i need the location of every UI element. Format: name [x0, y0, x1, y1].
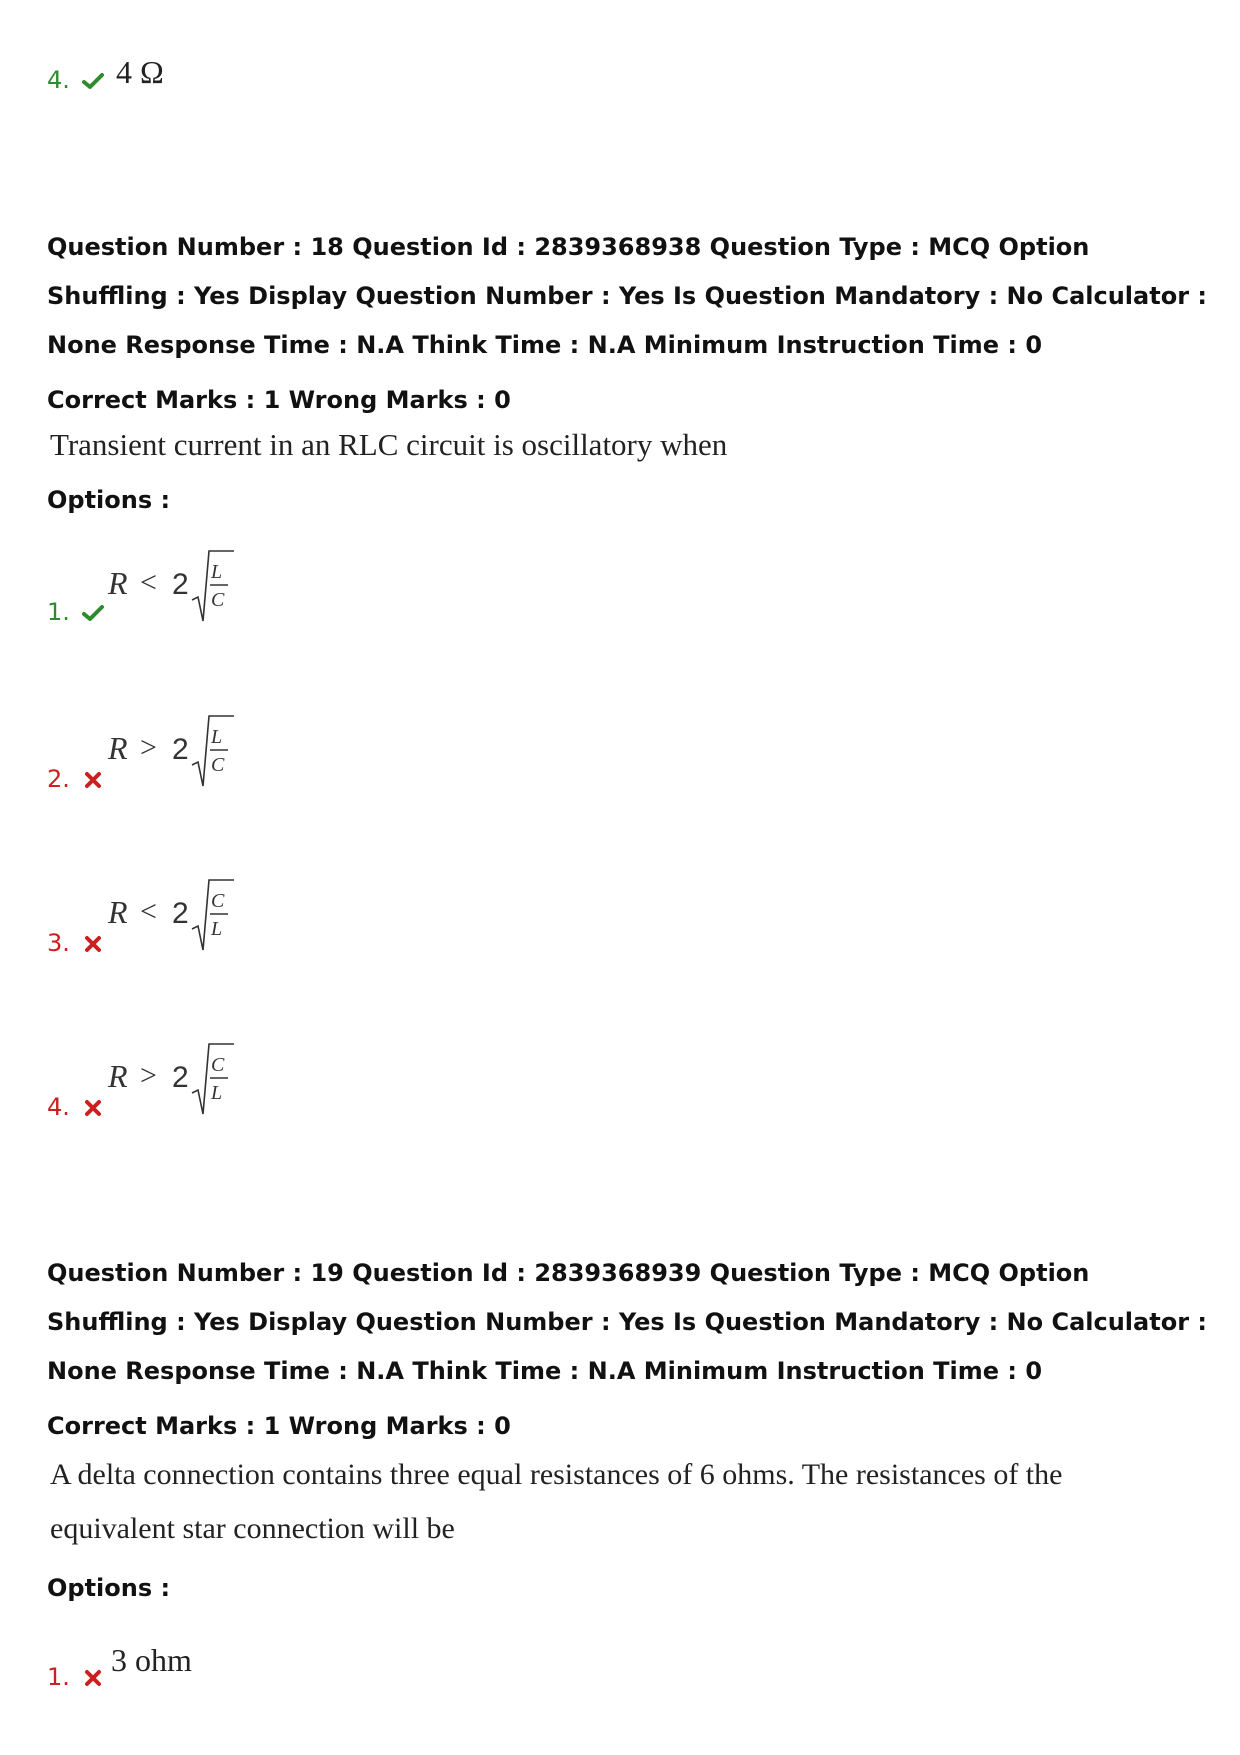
question-text-line-2: equivalent star connection will be — [50, 1512, 455, 1545]
cross-icon — [82, 1669, 104, 1687]
question-marks: Correct Marks : 1 Wrong Marks : 0 — [47, 1412, 511, 1440]
question-marks: Correct Marks : 1 Wrong Marks : 0 — [47, 386, 511, 414]
option-number: 4. — [47, 66, 70, 94]
cross-icon — [82, 935, 104, 953]
formula-operator: > — [140, 731, 157, 764]
option-text: 4 Ω — [116, 54, 164, 90]
question-text-line-1: A delta connection contains three equal resistances of 6 ohms. The resistances of the — [50, 1458, 1063, 1491]
option-row — [47, 929, 104, 957]
option-row — [47, 765, 104, 793]
fraction-denominator: L — [211, 918, 223, 940]
fraction-denominator: C — [211, 589, 225, 611]
option-text: 3 ohm — [111, 1642, 192, 1678]
formula-coefficient: 2 — [172, 1061, 189, 1094]
question-text: Transient current in an RLC circuit is oscillatory when — [50, 427, 728, 462]
formula — [106, 545, 246, 635]
formula-lhs: R — [108, 894, 128, 930]
option-row — [47, 598, 104, 626]
options-label: Options : — [47, 486, 171, 514]
fraction-denominator: C — [211, 754, 225, 776]
question-meta: Question Number : 19 Question Id : 2839368939 Question Type : MCQ Option Shuffling : Yes Display Question Number : Yes Is Question Mandatory : No Calculator : None Response Time : N.A Think Time : N.A Minimum Instruction Time : 0 — [47, 1259, 1207, 1385]
option-number: 4. — [47, 1093, 70, 1121]
check-icon — [82, 604, 104, 622]
formula-lhs: R — [108, 565, 128, 601]
formula-lhs: R — [108, 1058, 128, 1094]
check-icon — [82, 72, 104, 90]
option-row — [47, 1093, 104, 1121]
fraction-numerator: C — [211, 1054, 225, 1076]
options-label: Options : — [47, 1574, 171, 1602]
fraction-numerator: L — [211, 561, 223, 583]
formula-coefficient: 2 — [172, 897, 189, 930]
formula — [106, 710, 246, 800]
option-number: 2. — [47, 765, 70, 793]
option-number: 1. — [47, 598, 70, 626]
formula-lhs: R — [108, 730, 128, 766]
formula-operator: > — [140, 1059, 157, 1092]
formula — [106, 874, 246, 964]
option-row — [47, 66, 104, 94]
option-number: 1. — [47, 1663, 70, 1691]
cross-icon — [82, 771, 104, 789]
fraction-denominator: L — [211, 1082, 223, 1104]
formula-coefficient: 2 — [172, 733, 189, 766]
question-meta: Question Number : 18 Question Id : 2839368938 Question Type : MCQ Option Shuffling : Yes Display Question Number : Yes Is Question Mandatory : No Calculator : None Response Time : N.A Think Time : N.A Minimum Instruction Time : 0 — [47, 233, 1207, 359]
formula-operator: < — [140, 895, 157, 928]
formula-operator: < — [140, 566, 157, 599]
cross-icon — [82, 1099, 104, 1117]
fraction-numerator: L — [211, 726, 223, 748]
formula-coefficient: 2 — [172, 568, 189, 601]
fraction-numerator: C — [211, 890, 225, 912]
option-row — [47, 1663, 104, 1691]
formula — [106, 1038, 246, 1128]
option-number: 3. — [47, 929, 70, 957]
